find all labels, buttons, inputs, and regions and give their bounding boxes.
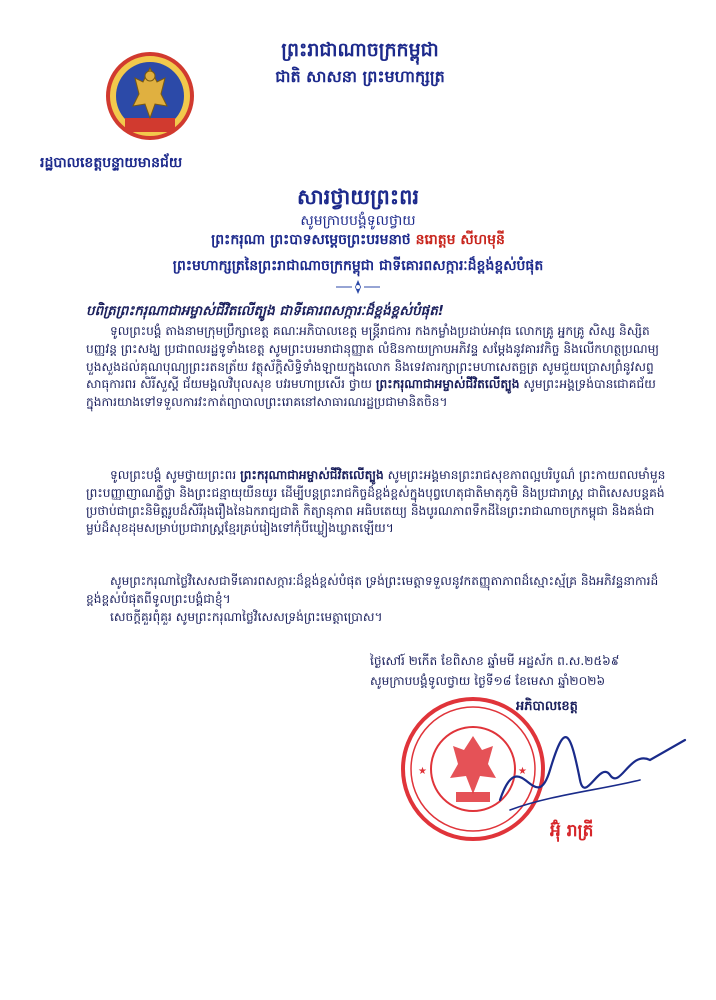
king-subtitle: ព្រះមហាក្សត្រនៃព្រះរាជាណាចក្រកម្ពុជា ជាទីគោរពសក្ការៈដ៏ខ្ពង់ខ្ពស់បំផុត <box>172 258 544 274</box>
p2-head: ទូលព្រះបង្គំ សូមថ្វាយព្រះពរ <box>110 468 241 482</box>
solar-date: សូមក្រាបបង្គំទូលថ្វាយ ថ្ងៃទី១៨ ខែមេសា ឆ្នាំ២០២៦ <box>370 674 606 688</box>
national-motto: ជាតិ សាសនា ព្រះមហាក្សត្រ <box>275 67 445 86</box>
paragraph-1 <box>86 323 666 412</box>
governor-title: អភិបាលខេត្ត <box>516 699 578 714</box>
king-title <box>0 230 716 251</box>
ornament-divider <box>336 279 380 295</box>
svg-text:★: ★ <box>418 766 427 777</box>
kingdom-name: ព្រះរាជាណាចក្រកម្ពុជា <box>281 39 439 61</box>
provincial-emblem <box>95 48 205 148</box>
king-honorific: ព្រះករុណា ព្រះបាទសម្តេចព្រះបរមនាថ <box>211 232 416 248</box>
p2-tail: សូមព្រះអង្គមានព្រះរាជសុខភាពល្អបរិបូណ៌ ព្រះកាយពលមាំមួន ព្រះបញ្ញាញាណភ្លឺថ្លា និងព្រះជន្មាយុយឺនយូរ ដើម្បីបន្តព្រះរាជកិច្ចដ៏ខ្ពង់ខ្ពស់ក្នុងបុព្វហេតុជាតិមាតុភូមិ និងប្រជារាស្ត្រ ជាពិសេសបន្តគង់ប្រថាប់ជាព្រះនិមិត្តរូបដ៏សិរីរុងរឿងនៃឯករាជ្យជាតិ កិត្យានុភាព អធិបតេយ្យ និងបូរណភាពទឹកដីនៃព្រះរាជាណាចក្រកម្ពុជា និងគង់ជាម្លប់ដ៏សុខដុមសម្រាប់ប្រជារាស្ត្រខ្មែរគ្រប់រៀងទៅកុំបីឃ្លៀងឃ្លាតឡើយ។ <box>86 468 666 536</box>
signatory-name: អ៊ុំ រាត្រី <box>550 821 594 841</box>
paragraph-2 <box>86 467 666 538</box>
p1-text: ទូលព្រះបង្គំ តាងនាមក្រុមប្រឹក្សាខេត្ត គណៈអភិបាលខេត្ត មន្ត្រីរាជការ កងកម្លាំងប្រដាប់អាវុធ លោកគ្រូ អ្នកគ្រូ សិស្ស និស្សិត បញ្ញវន្ត ព្រះសង្ឃ ប្រជាពលរដ្ឋទូទាំងខេត្ត សូមព្រះបរមរាជានុញ្ញាត លំឱនកាយក្រាបអភិវន្ទ សម្តែងនូវគារវកិច្ច និងលើកហត្ថប្រណម្យបួងសួងដល់គុណបុណ្យព្រះរតនត្រ័យ វត្ថុស័ក្តិសិទ្ធិទាំងឡាយក្នុងលោក និងទេវតារក្សាព្រះមហាសេតច្ឆត្រ សូមជួយប្រោសព្រំនូវសព្ទសាធុការពរ សិរីសួស្តី ជ័យមង្គលវិបុលសុខ បវរមហាប្រសើរ ថ្វាយ <box>86 324 659 392</box>
lunar-date: ថ្ងៃសៅរ៍ ២កើត ខែពិសាខ ឆ្នាំមមី អដ្ឋស័ក ព.ស.២៥៦៩ <box>370 654 620 668</box>
addressee-intro: សូមក្រាបបង្គំទូលថ្វាយ <box>300 213 416 229</box>
paragraph-4 <box>86 609 666 627</box>
p3-text: សូមព្រះករុណាថ្លៃវិសេសជាទីគោរពសក្ការៈដ៏ខ្ពង់ខ្ពស់បំផុត ទ្រង់ព្រះមេត្តាទទួលនូវកតញ្ញុតាភាពដ៏ស្មោះស្ម័គ្រ និងអភិវន្ទនាការដ៏ខ្ពង់ខ្ពស់បំផុតពីទូលព្រះបង្គំជាខ្ញុំ។ <box>86 574 659 606</box>
province-office: រដ្ឋបាលខេត្តបន្ទាយមានជ័យ <box>40 155 183 171</box>
p1-tail: សូមព្រះអង្គទ្រង់បានជោគជ័យក្នុងការយាងទៅទទួលការវះកាត់ព្យាបាលព្រះរោគនៅសាធារណរដ្ឋប្រជាមានិតចិន។ <box>86 377 656 410</box>
king-name: នរោត្តម សីហមុនី <box>415 232 505 248</box>
paragraph-3 <box>86 573 666 609</box>
p1-bold: ព្រះករុណាជាអម្ចាស់ជីវិតលើត្បូង <box>375 377 520 392</box>
p2-bold: ព្រះករុណាជាអម្ចាស់ជីវិតលើត្បូង <box>240 468 384 482</box>
document-title: សារថ្វាយព្រះពរ <box>296 185 420 209</box>
p4-text: សេចក្តីគួរពុំគួរ សូមព្រះករុណាថ្លៃវិសេសទ្រង់ព្រះមេត្តាប្រោស។ <box>110 610 383 624</box>
svg-text:★: ★ <box>518 766 527 777</box>
handwritten-signature <box>490 720 690 830</box>
salutation: បពិត្រព្រះករុណាជាអម្ចាស់ជីវិតលើត្បូង ជាទីគោរពសក្ការៈដ៏ខ្ពង់ខ្ពស់បំផុត! <box>86 303 444 319</box>
